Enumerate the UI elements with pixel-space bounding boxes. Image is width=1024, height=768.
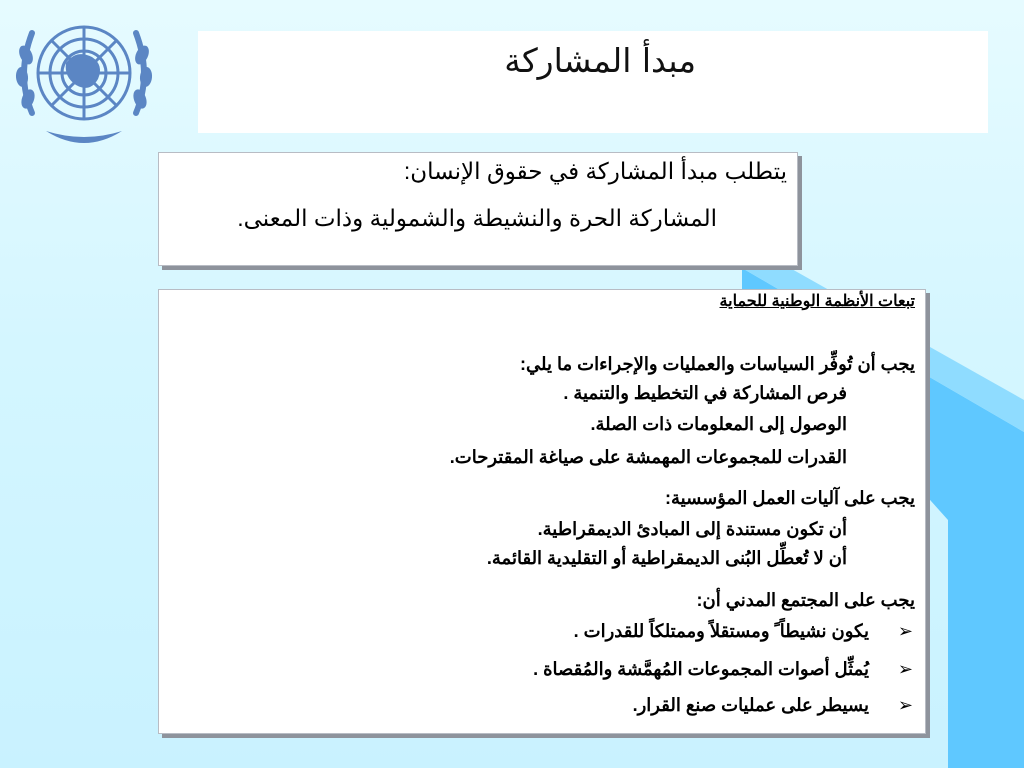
intro-line-2: المشاركة الحرة والنشيطة والشمولية وذات المعنى. bbox=[237, 205, 717, 231]
list-item: الوصول إلى المعلومات ذات الصلة. bbox=[590, 414, 847, 434]
un-emblem-icon bbox=[6, 5, 162, 153]
list-item: أن لا تُعطِّل البُنى الديمقراطية أو التقليدية القائمة. bbox=[486, 548, 847, 568]
list-item-text: يسيطر على عمليات صنع القرار. bbox=[632, 695, 869, 715]
list-item-text: يُمثِّل أصوات المجموعات المُهمَّشة والمُقصاة . bbox=[533, 659, 869, 679]
slide-title: مبدأ المشاركة bbox=[504, 41, 696, 80]
list-item-text: يكون نشيطاً ً ومستقلاً وممتلكاً للقدرات . bbox=[573, 621, 869, 641]
list-item bbox=[574, 620, 913, 642]
list-item: القدرات للمجموعات المهمشة على صياغة المقترحات. bbox=[449, 447, 847, 467]
detail-box bbox=[158, 289, 926, 734]
section-lead: يجب على المجتمع المدني أن: bbox=[696, 590, 915, 610]
detail-heading: تبعات الأنظمة الوطنية للحماية bbox=[719, 293, 915, 310]
arrow-bullet-icon: ➢ bbox=[897, 695, 913, 715]
list-item bbox=[633, 694, 913, 716]
arrow-bullet-icon: ➢ bbox=[897, 659, 913, 679]
section-lead: يجب على آليات العمل المؤسسية: bbox=[665, 488, 915, 508]
intro-box bbox=[158, 152, 798, 266]
arrow-bullet-icon: ➢ bbox=[897, 621, 913, 641]
title-panel bbox=[198, 31, 988, 133]
section-lead: يجب أن تُوفِّر السياسات والعمليات والإجراءات ما يلي: bbox=[520, 354, 915, 374]
list-item: فرص المشاركة في التخطيط والتنمية . bbox=[563, 383, 847, 403]
list-item: أن تكون مستندة إلى المبادئ الديمقراطية. bbox=[537, 519, 847, 539]
list-item bbox=[533, 658, 913, 680]
intro-line-1: يتطلب مبدأ المشاركة في حقوق الإنسان: bbox=[403, 158, 787, 184]
